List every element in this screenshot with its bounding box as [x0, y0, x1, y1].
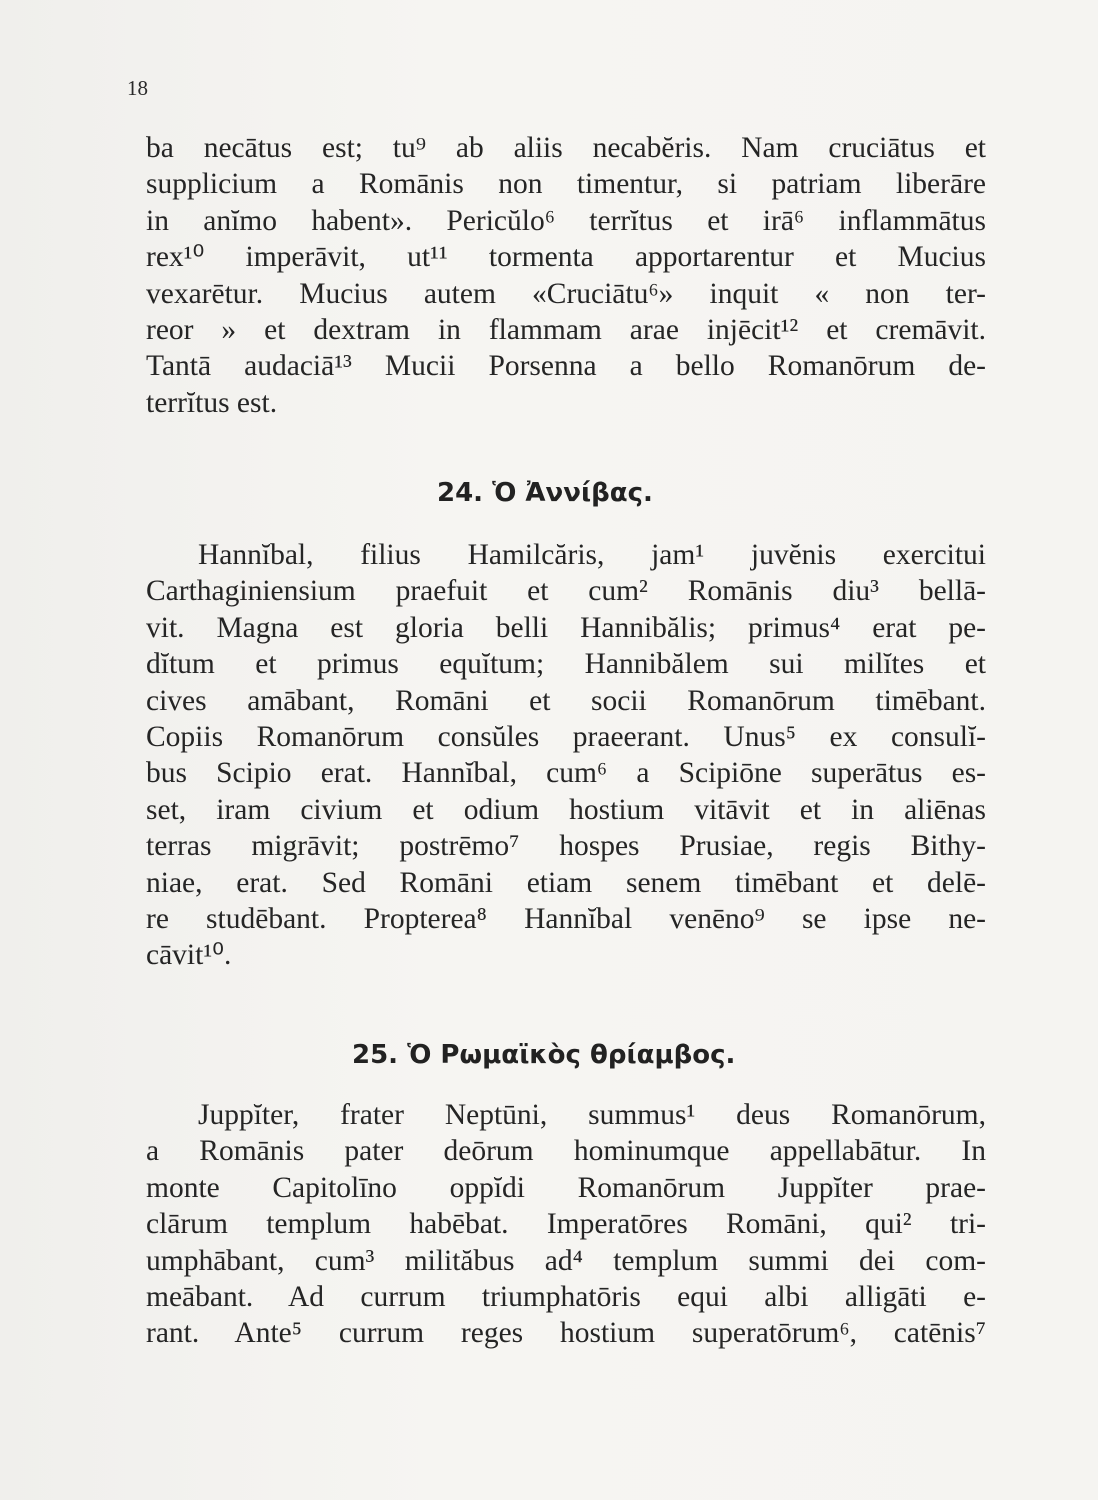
section-24-heading: 24. Ὁ Ἀννίβας.: [437, 478, 653, 508]
text-line: cives amābant, Romāni et socii Romanōrum timēbant.: [146, 684, 986, 717]
text-line: umphābant, cum³ milităbus ad⁴ templum summi dei com-: [146, 1244, 986, 1277]
section-1-text: [146, 130, 986, 421]
text-line: niae, erat. Sed Romāni etiam senem timēbant et delē-: [146, 866, 986, 899]
text-line: vexarētur. Mucius autem «Cruciātu⁶» inquit « non ter-: [146, 277, 986, 310]
section-25-heading: 25. Ὁ Ρωμαϊκὸς θρίαμβος.: [352, 1040, 736, 1070]
text-line: clārum templum habēbat. Imperatōres Romāni, qui² tri-: [146, 1208, 986, 1241]
text-line: ba necātus est; tu⁹ ab aliis necabĕris. Nam cruciātus et: [146, 132, 986, 164]
text-line: Hannĭbal, filius Hamilcăris, jam¹ juvĕnis exercitui: [198, 539, 986, 571]
text-line: Juppĭter, frater Neptūni, summus¹ deus Romanōrum,: [198, 1099, 986, 1131]
text-line: supplicium a Romānis non timentur, si patriam liberāre: [146, 168, 986, 201]
text-line: reor » et dextram in flammam arae injēcit¹² et cremāvit.: [146, 314, 986, 347]
text-line: set, iram civium et odium hostium vitāvit et in aliēnas: [146, 793, 986, 826]
text-line: Carthaginiensium praefuit et cum² Romānis diu³ bellā-: [146, 575, 986, 608]
page-number: 18: [127, 76, 148, 100]
text-line: a Romānis pater deōrum hominumque appellabātur. In: [146, 1135, 986, 1168]
text-line: meābant. Ad currum triumphatōris equi albi alligāti e-: [146, 1281, 986, 1314]
text-line: cāvit¹⁰.: [146, 939, 232, 972]
text-line: dĭtum et primus equĭtum; Hannibălem sui milĭtes et: [146, 648, 986, 681]
text-line: monte Capitolīno oppĭdi Romanōrum Juppĭter prae-: [146, 1171, 986, 1204]
text-line: terrĭtus est.: [146, 386, 278, 419]
text-line: rex¹⁰ imperāvit, ut¹¹ tormenta apportarentur et Mucius: [146, 241, 986, 274]
section-24-text: [146, 537, 986, 974]
text-line: terras migrāvit; postrēmo⁷ hospes Prusiae, regis Bithy-: [146, 830, 986, 863]
section-25-text: [146, 1097, 986, 1352]
text-line: rant. Ante⁵ currum reges hostium superatōrum⁶, catēnis⁷: [146, 1317, 986, 1350]
text-line: Copiis Romanōrum consŭles praeerant. Unus⁵ ex consulĭ-: [146, 721, 986, 754]
text-line: bus Scipio erat. Hannĭbal, cum⁶ a Scipiōne superātus es-: [146, 757, 986, 790]
text-line: in anĭmo habent». Pericŭlo⁶ terrĭtus et irā⁶ inflammātus: [146, 204, 986, 237]
text-line: vit. Magna est gloria belli Hannibălis; primus⁴ erat pe-: [146, 611, 986, 644]
text-line: Tantā audaciā¹³ Mucii Porsenna a bello Romanōrum de-: [146, 350, 986, 383]
text-line: re studēbant. Propterea⁸ Hannĭbal venēno⁹ se ipse ne-: [146, 903, 986, 936]
